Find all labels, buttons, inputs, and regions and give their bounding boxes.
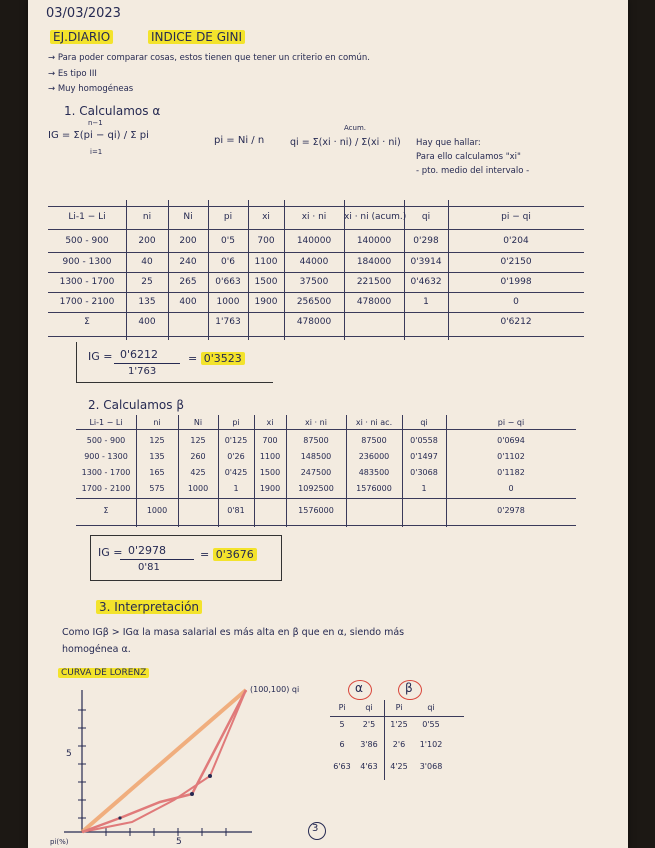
- table1-cell: 1900: [254, 297, 278, 307]
- table2-header-1: ni: [153, 418, 161, 427]
- table2-cell: 1300 - 1700: [81, 468, 131, 477]
- table1-cell: 1700 - 2100: [59, 297, 115, 307]
- equality-line: [82, 690, 246, 832]
- table2-cell: 0'81: [227, 506, 245, 515]
- note-line-3: - pto. medio del intervalo -: [416, 166, 530, 176]
- table2-cell: 1000: [146, 506, 168, 515]
- table1-cell: 0'4632: [410, 277, 442, 287]
- table2-cell: 1900: [259, 484, 281, 493]
- table2-cell: 260: [190, 452, 206, 461]
- origin-label: pi(%): [50, 838, 69, 846]
- small-table-cell: 3'86: [360, 740, 378, 749]
- table2-cell: 0'3068: [410, 468, 438, 477]
- small-table-cell: 3'068: [419, 762, 443, 771]
- point-1: [190, 792, 194, 796]
- small-table-header: Pi: [395, 703, 403, 712]
- table2-cell: 900 - 1300: [84, 452, 128, 461]
- lorenz-chart: [42, 682, 332, 848]
- table1-cell: 1100: [254, 257, 278, 267]
- table2-header-8: pi − qi: [497, 418, 525, 427]
- table2-cell: 1: [421, 484, 427, 493]
- table2-cell: 87500: [361, 436, 387, 445]
- table1-header-8: pi − qi: [501, 212, 531, 222]
- table2-cell: 1000: [187, 484, 209, 493]
- tag-exercise: EJ.DIARIO: [50, 30, 113, 44]
- formula-pi: pi = Ni / n: [214, 135, 265, 146]
- table2-cell: 0: [508, 484, 514, 493]
- result2-numerator: 0'2978: [128, 544, 167, 557]
- table1-cell: 1: [423, 297, 429, 307]
- formula-qi: qi = Σ(xi · ni) / Σ(xi · ni): [290, 137, 401, 148]
- table2-header-4: xi: [266, 418, 274, 427]
- table2-header-2: Ni: [193, 418, 203, 427]
- tag-gini: INDICE DE GINI: [148, 30, 245, 44]
- table1-header-2: Ni: [183, 212, 193, 222]
- lorenz-title: CURVA DE LORENZ: [58, 668, 149, 678]
- table1-header-5: xi · ni: [301, 212, 327, 222]
- note-line-2: Para ello calculamos "xi": [416, 152, 521, 162]
- small-table-cell: 6: [339, 740, 345, 749]
- table2-cell: 125: [190, 436, 206, 445]
- table2-cell: 1: [233, 484, 239, 493]
- small-table-cell: 5: [339, 720, 345, 729]
- table2-cell: 0'425: [224, 468, 248, 477]
- table2-cell: 0'0558: [410, 436, 438, 445]
- table1-cell: Σ: [84, 317, 90, 327]
- table1-cell: 0'298: [413, 236, 439, 246]
- small-table-header: qi: [427, 703, 435, 712]
- formula-ig: IG = Σ(pi − qi) / Σ pi: [48, 130, 149, 141]
- small-table-cell: 6'63: [333, 762, 351, 771]
- table2-cell: 500 - 900: [86, 436, 126, 445]
- table2-cell: 483500: [358, 468, 390, 477]
- table1-header-1: ni: [142, 212, 152, 222]
- table2-cell: 236000: [358, 452, 390, 461]
- table1-cell: 1'763: [215, 317, 241, 327]
- table1-cell: 221500: [356, 277, 392, 287]
- interpretation-line-1: Como IGβ > IGα la masa salarial es más alta en β que en α, siendo más: [62, 627, 405, 638]
- table1-cell: 135: [138, 297, 156, 307]
- small-table-header: Pi: [338, 703, 346, 712]
- result1-numerator: 0'6212: [120, 348, 159, 361]
- table1-cell: 1000: [216, 297, 240, 307]
- table2-cell: 165: [149, 468, 165, 477]
- table2-cell: 0'125: [224, 436, 248, 445]
- table1-cell: 140000: [296, 236, 332, 246]
- table1-header-7: qi: [421, 212, 431, 222]
- table2-cell: 1100: [259, 452, 281, 461]
- small-table-cell: 0'55: [422, 720, 440, 729]
- table1-cell: 200: [179, 236, 197, 246]
- table1-cell: 265: [179, 277, 197, 287]
- table2-cell: 1576000: [356, 484, 392, 493]
- table1-cell: 200: [138, 236, 156, 246]
- sum-bottom-index: i=1: [90, 148, 103, 156]
- table1-cell: 0: [513, 297, 519, 307]
- table2-cell: 0'1102: [497, 452, 525, 461]
- table2-cell: 125: [149, 436, 165, 445]
- table2-cell: 0'2978: [497, 506, 525, 515]
- table1-cell: 0'5: [221, 236, 235, 246]
- table1-cell: 25: [141, 277, 153, 287]
- table2-cell: 1500: [259, 468, 281, 477]
- table1-cell: 478000: [296, 317, 332, 327]
- table2-cell: 148500: [300, 452, 332, 461]
- table2-cell: 575: [149, 484, 165, 493]
- table1-cell: 400: [179, 297, 197, 307]
- small-table-cell: 4'63: [360, 762, 378, 771]
- result2-denominator: 0'81: [138, 562, 160, 573]
- result1-value: = 0'3523: [188, 352, 245, 365]
- table1-cell: 240: [179, 257, 197, 267]
- beta-symbol: β: [405, 681, 413, 695]
- section3-heading: 3. Interpretación: [96, 600, 202, 614]
- table2-cell: 87500: [303, 436, 329, 445]
- table2-header-5: xi · ni: [305, 418, 327, 427]
- point-2: [208, 774, 212, 778]
- table1-cell: 40: [141, 257, 153, 267]
- small-table-cell: 1'25: [390, 720, 408, 729]
- table2-header-0: Li-1 − Li: [89, 418, 123, 427]
- table1-cell: 0'3914: [410, 257, 442, 267]
- result2-label: IG =: [98, 546, 123, 559]
- table1-cell: 0'2150: [500, 257, 532, 267]
- table2-cell: 1576000: [298, 506, 334, 515]
- table1-header-0: Li-1 − Li: [68, 212, 106, 222]
- table1-cell: 400: [138, 317, 156, 327]
- small-table-cell: 2'5: [362, 720, 376, 729]
- formula-acum-label: Acum.: [344, 124, 366, 132]
- note-2: → Es tipo III: [48, 69, 97, 79]
- result1-denominator: 1'763: [128, 366, 157, 377]
- small-table-cell: 2'6: [392, 740, 406, 749]
- point-3: [118, 816, 121, 819]
- notebook-page: [28, 0, 628, 848]
- table1-cell: 184000: [356, 257, 392, 267]
- sum-top-index: n−1: [88, 119, 103, 127]
- table2-cell: 425: [190, 468, 206, 477]
- table1-cell: 44000: [299, 257, 329, 267]
- interpretation-line-2: homogénea α.: [62, 644, 131, 655]
- table1-cell: 0'1998: [500, 277, 532, 287]
- table2-cell: 0'26: [227, 452, 245, 461]
- table1-cell: 700: [257, 236, 275, 246]
- section1-heading: 1. Calculamos α: [64, 104, 161, 118]
- table2-cell: Σ: [103, 506, 109, 515]
- table1-cell: 256500: [296, 297, 332, 307]
- table1-header-6: xi · ni (acum.): [344, 212, 407, 222]
- table1-cell: 478000: [356, 297, 392, 307]
- table2-cell: 0'0694: [497, 436, 525, 445]
- table1-cell: 0'204: [503, 236, 529, 246]
- table1-header-3: pi: [223, 212, 233, 222]
- note-line-1: Hay que hallar:: [416, 138, 481, 148]
- table2-cell: 1700 - 2100: [81, 484, 131, 493]
- section2-heading: 2. Calculamos β: [88, 398, 184, 412]
- table2-cell: 700: [262, 436, 278, 445]
- table1-cell: 1300 - 1700: [59, 277, 115, 287]
- small-table-header: qi: [365, 703, 373, 712]
- table2-header-7: qi: [420, 418, 428, 427]
- table2-cell: 1092500: [298, 484, 334, 493]
- date: 03/03/2023: [46, 6, 121, 21]
- x-tick-label: 5: [176, 837, 182, 847]
- table1-cell: 500 - 900: [65, 236, 109, 246]
- note-1: → Para poder comparar cosas, estos tienen que tener un criterio en común.: [48, 53, 370, 63]
- table2-cell: 247500: [300, 468, 332, 477]
- table1-cell: 0'6212: [500, 317, 532, 327]
- table2-cell: 0'1497: [410, 452, 438, 461]
- table1-cell: 140000: [356, 236, 392, 246]
- note-3: → Muy homogéneas: [48, 84, 134, 94]
- table1-cell: 1500: [254, 277, 278, 287]
- y-tick-label: 5: [66, 749, 72, 759]
- table2-cell: 0'1182: [497, 468, 525, 477]
- alpha-symbol: α: [355, 681, 363, 695]
- table2-cell: 135: [149, 452, 165, 461]
- table1-cell: 37500: [299, 277, 329, 287]
- table1-header-4: xi: [262, 212, 270, 222]
- result1-label: IG =: [88, 350, 113, 363]
- small-table-cell: 4'25: [390, 762, 408, 771]
- result2-value: = 0'3676: [200, 548, 257, 561]
- small-table-cell: 1'102: [419, 740, 443, 749]
- table2-header-6: xi · ni ac.: [355, 418, 393, 427]
- table1-cell: 900 - 1300: [62, 257, 112, 267]
- table1-cell: 0'6: [221, 257, 235, 267]
- page-number: 3: [312, 823, 319, 834]
- table2-header-3: pi: [232, 418, 240, 427]
- corner-label: (100,100) qi: [250, 685, 300, 694]
- table1-cell: 0'663: [215, 277, 241, 287]
